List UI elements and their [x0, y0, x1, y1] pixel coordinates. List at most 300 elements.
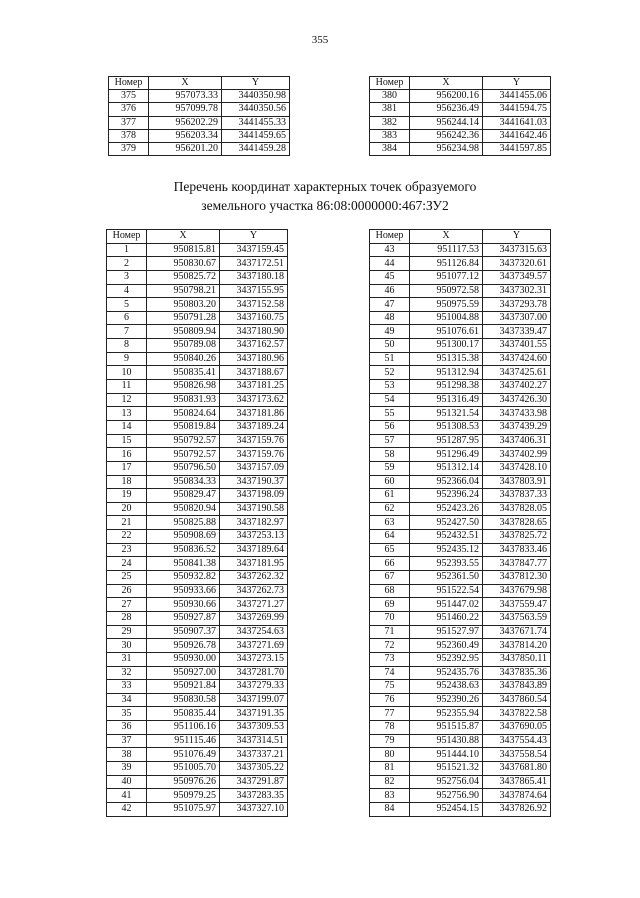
y-coordinate-cell: 3437327.10 — [220, 802, 288, 816]
x-coordinate-cell: 950930.66 — [147, 598, 220, 612]
x-coordinate-cell: 951312.14 — [410, 461, 483, 475]
x-coordinate-cell: 950830.58 — [147, 693, 220, 707]
x-coordinate-cell: 952360.49 — [410, 639, 483, 653]
point-number-cell: 83 — [370, 789, 410, 803]
y-coordinate-cell: 3440350.98 — [222, 90, 290, 103]
x-coordinate-cell: 951521.32 — [410, 761, 483, 775]
x-coordinate-cell: 950819.84 — [147, 420, 220, 434]
x-coordinate-cell: 950976.26 — [147, 775, 220, 789]
table-row — [370, 103, 551, 116]
y-coordinate-cell: 3437828.05 — [483, 502, 551, 516]
table-row — [107, 516, 288, 530]
table-row — [370, 693, 551, 707]
point-number-cell: 20 — [107, 502, 147, 516]
y-coordinate-cell: 3437406.31 — [483, 434, 551, 448]
x-coordinate-cell: 950803.20 — [147, 298, 220, 312]
point-number-cell: 39 — [107, 761, 147, 775]
y-coordinate-cell: 3437554.43 — [483, 734, 551, 748]
point-number-cell: 384 — [370, 142, 410, 155]
x-coordinate-cell: 950831.93 — [147, 393, 220, 407]
y-coordinate-cell: 3441459.28 — [222, 142, 290, 155]
y-coordinate-cell: 3441641.03 — [483, 116, 551, 129]
y-coordinate-cell: 3437401.55 — [483, 339, 551, 353]
table-row — [107, 243, 288, 257]
x-coordinate-cell: 950789.08 — [147, 339, 220, 353]
y-coordinate-cell: 3437162.57 — [220, 339, 288, 353]
x-coordinate-cell: 950796.50 — [147, 461, 220, 475]
point-number-cell: 4 — [107, 284, 147, 298]
x-coordinate-cell: 952396.24 — [410, 489, 483, 503]
x-coordinate-cell: 951308.53 — [410, 420, 483, 434]
point-number-cell: 82 — [370, 775, 410, 789]
table-row — [107, 598, 288, 612]
point-number-cell: 58 — [370, 448, 410, 462]
y-coordinate-cell: 3437271.69 — [220, 639, 288, 653]
y-coordinate-cell: 3437189.24 — [220, 420, 288, 434]
x-coordinate-cell: 950826.98 — [147, 380, 220, 394]
x-coordinate-cell: 950830.67 — [147, 257, 220, 271]
point-number-cell: 79 — [370, 734, 410, 748]
y-coordinate-cell: 3437349.57 — [483, 270, 551, 284]
x-coordinate-cell: 950835.41 — [147, 366, 220, 380]
y-coordinate-cell: 3437152.58 — [220, 298, 288, 312]
table-row — [370, 243, 551, 257]
point-number-cell: 50 — [370, 339, 410, 353]
point-number-cell: 11 — [107, 380, 147, 394]
point-number-cell: 53 — [370, 380, 410, 394]
x-coordinate-cell: 950927.87 — [147, 611, 220, 625]
point-number-cell: 57 — [370, 434, 410, 448]
x-coordinate-cell: 950798.21 — [147, 284, 220, 298]
table-header-row — [107, 230, 288, 244]
x-coordinate-cell: 950921.84 — [147, 680, 220, 694]
y-coordinate-cell: 3437402.27 — [483, 380, 551, 394]
y-coordinate-cell: 3437182.97 — [220, 516, 288, 530]
point-number-cell: 27 — [107, 598, 147, 612]
point-number-cell: 42 — [107, 802, 147, 816]
x-coordinate-cell: 951296.49 — [410, 448, 483, 462]
header-number: Номер — [370, 77, 410, 90]
x-coordinate-cell: 951076.49 — [147, 748, 220, 762]
table-row — [107, 680, 288, 694]
point-number-cell: 14 — [107, 420, 147, 434]
coordinates-table-main-left — [106, 229, 288, 817]
table-row — [370, 420, 551, 434]
heading-line-1: Перечень координат характерных точек образуемого — [173, 179, 477, 194]
table-row — [370, 407, 551, 421]
point-number-cell: 80 — [370, 748, 410, 762]
y-coordinate-cell: 3437283.35 — [220, 789, 288, 803]
y-coordinate-cell: 3437837.33 — [483, 489, 551, 503]
point-number-cell: 380 — [370, 90, 410, 103]
table-row — [107, 775, 288, 789]
table-row — [370, 90, 551, 103]
table-row — [107, 530, 288, 544]
x-coordinate-cell: 952454.15 — [410, 802, 483, 816]
y-coordinate-cell: 3437803.91 — [483, 475, 551, 489]
point-number-cell: 71 — [370, 625, 410, 639]
point-number-cell: 3 — [107, 270, 147, 284]
point-number-cell: 73 — [370, 652, 410, 666]
y-coordinate-cell: 3437160.75 — [220, 311, 288, 325]
point-number-cell: 378 — [109, 129, 149, 142]
point-number-cell: 25 — [107, 571, 147, 585]
table-row — [370, 666, 551, 680]
x-coordinate-cell: 951444.10 — [410, 748, 483, 762]
table-row — [107, 284, 288, 298]
table-row — [107, 666, 288, 680]
x-coordinate-cell: 951106.16 — [147, 721, 220, 735]
table-row — [107, 434, 288, 448]
y-coordinate-cell: 3437307.00 — [483, 311, 551, 325]
table-row — [370, 489, 551, 503]
table-row — [370, 339, 551, 353]
table-row — [107, 625, 288, 639]
header-x: X — [410, 230, 483, 244]
y-coordinate-cell: 3437181.86 — [220, 407, 288, 421]
x-coordinate-cell: 950933.66 — [147, 584, 220, 598]
y-coordinate-cell: 3437850.11 — [483, 652, 551, 666]
y-coordinate-cell: 3437828.65 — [483, 516, 551, 530]
point-number-cell: 67 — [370, 571, 410, 585]
point-number-cell: 21 — [107, 516, 147, 530]
x-coordinate-cell: 951447.02 — [410, 598, 483, 612]
x-coordinate-cell: 952432.51 — [410, 530, 483, 544]
table-row — [107, 571, 288, 585]
y-coordinate-cell: 3437559.47 — [483, 598, 551, 612]
point-number-cell: 7 — [107, 325, 147, 339]
point-number-cell: 32 — [107, 666, 147, 680]
x-coordinate-cell: 950907.37 — [147, 625, 220, 639]
point-number-cell: 63 — [370, 516, 410, 530]
table-row — [370, 748, 551, 762]
table-row — [370, 598, 551, 612]
point-number-cell: 52 — [370, 366, 410, 380]
table-row — [370, 802, 551, 816]
header-number: Номер — [107, 230, 147, 244]
point-number-cell: 377 — [109, 116, 149, 129]
point-number-cell: 59 — [370, 461, 410, 475]
point-number-cell: 30 — [107, 639, 147, 653]
x-coordinate-cell: 950825.88 — [147, 516, 220, 530]
x-coordinate-cell: 951430.88 — [410, 734, 483, 748]
x-coordinate-cell: 950824.64 — [147, 407, 220, 421]
table-row — [107, 761, 288, 775]
point-number-cell: 382 — [370, 116, 410, 129]
y-coordinate-cell: 3437181.25 — [220, 380, 288, 394]
y-coordinate-cell: 3437814.20 — [483, 639, 551, 653]
y-coordinate-cell: 3437843.89 — [483, 680, 551, 694]
y-coordinate-cell: 3437198.09 — [220, 489, 288, 503]
y-coordinate-cell: 3437173.62 — [220, 393, 288, 407]
point-number-cell: 65 — [370, 543, 410, 557]
table-row — [107, 352, 288, 366]
point-number-cell: 28 — [107, 611, 147, 625]
x-coordinate-cell: 956236.49 — [410, 103, 483, 116]
y-coordinate-cell: 3437339.47 — [483, 325, 551, 339]
table-row — [107, 584, 288, 598]
point-number-cell: 78 — [370, 721, 410, 735]
x-coordinate-cell: 951004.88 — [410, 311, 483, 325]
table-row — [107, 707, 288, 721]
y-coordinate-cell: 3437281.70 — [220, 666, 288, 680]
x-coordinate-cell: 951522.54 — [410, 584, 483, 598]
y-coordinate-cell: 3437822.58 — [483, 707, 551, 721]
y-coordinate-cell: 3441455.33 — [222, 116, 290, 129]
table-row — [370, 325, 551, 339]
table-row — [107, 407, 288, 421]
table-row — [370, 721, 551, 735]
table-row — [107, 502, 288, 516]
table-row — [107, 557, 288, 571]
point-number-cell: 36 — [107, 721, 147, 735]
table-row — [107, 298, 288, 312]
table-row — [370, 761, 551, 775]
x-coordinate-cell: 951300.17 — [410, 339, 483, 353]
table-row — [107, 489, 288, 503]
table-row — [370, 284, 551, 298]
y-coordinate-cell: 3437191.35 — [220, 707, 288, 721]
x-coordinate-cell: 950820.94 — [147, 502, 220, 516]
x-coordinate-cell: 952435.12 — [410, 543, 483, 557]
table-row — [370, 116, 551, 129]
point-number-cell: 40 — [107, 775, 147, 789]
point-number-cell: 19 — [107, 489, 147, 503]
y-coordinate-cell: 3437681.80 — [483, 761, 551, 775]
point-number-cell: 54 — [370, 393, 410, 407]
x-coordinate-cell: 951321.54 — [410, 407, 483, 421]
x-coordinate-cell: 956234.98 — [410, 142, 483, 155]
y-coordinate-cell: 3437159.76 — [220, 434, 288, 448]
x-coordinate-cell: 952390.26 — [410, 693, 483, 707]
point-number-cell: 16 — [107, 448, 147, 462]
table-row — [370, 530, 551, 544]
x-coordinate-cell: 951527.97 — [410, 625, 483, 639]
table-row — [107, 543, 288, 557]
heading-line-2: земельного участка 86:08:0000000:467:ЗУ2 — [201, 198, 449, 213]
y-coordinate-cell: 3437279.33 — [220, 680, 288, 694]
y-coordinate-cell: 3437309.53 — [220, 721, 288, 735]
y-coordinate-cell: 3437180.18 — [220, 270, 288, 284]
point-number-cell: 56 — [370, 420, 410, 434]
y-coordinate-cell: 3441597.85 — [483, 142, 551, 155]
x-coordinate-cell: 951076.61 — [410, 325, 483, 339]
y-coordinate-cell: 3437320.61 — [483, 257, 551, 271]
point-number-cell: 34 — [107, 693, 147, 707]
point-number-cell: 379 — [109, 142, 149, 155]
table-row — [107, 734, 288, 748]
y-coordinate-cell: 3437690.05 — [483, 721, 551, 735]
point-number-cell: 26 — [107, 584, 147, 598]
point-number-cell: 74 — [370, 666, 410, 680]
y-coordinate-cell: 3437305.22 — [220, 761, 288, 775]
x-coordinate-cell: 950835.44 — [147, 707, 220, 721]
x-coordinate-cell: 951126.84 — [410, 257, 483, 271]
point-number-cell: 15 — [107, 434, 147, 448]
table-row — [370, 543, 551, 557]
table-row — [370, 311, 551, 325]
table-row — [107, 270, 288, 284]
header-number: Номер — [370, 230, 410, 244]
table-row — [107, 393, 288, 407]
header-y: Y — [220, 230, 288, 244]
x-coordinate-cell: 951075.97 — [147, 802, 220, 816]
table-row — [107, 380, 288, 394]
table-row — [107, 652, 288, 666]
point-number-cell: 66 — [370, 557, 410, 571]
header-x: X — [147, 230, 220, 244]
y-coordinate-cell: 3437812.30 — [483, 571, 551, 585]
point-number-cell: 24 — [107, 557, 147, 571]
y-coordinate-cell: 3437835.36 — [483, 666, 551, 680]
x-coordinate-cell: 952756.90 — [410, 789, 483, 803]
point-number-cell: 13 — [107, 407, 147, 421]
point-number-cell: 38 — [107, 748, 147, 762]
y-coordinate-cell: 3437847.77 — [483, 557, 551, 571]
table-row — [370, 680, 551, 694]
x-coordinate-cell: 950792.57 — [147, 448, 220, 462]
y-coordinate-cell: 3437865.41 — [483, 775, 551, 789]
y-coordinate-cell: 3437180.90 — [220, 325, 288, 339]
point-number-cell: 17 — [107, 461, 147, 475]
x-coordinate-cell: 950932.82 — [147, 571, 220, 585]
table-row — [107, 802, 288, 816]
y-coordinate-cell: 3437271.27 — [220, 598, 288, 612]
x-coordinate-cell: 951298.38 — [410, 380, 483, 394]
y-coordinate-cell: 3437825.72 — [483, 530, 551, 544]
point-number-cell: 45 — [370, 270, 410, 284]
table-row — [370, 129, 551, 142]
point-number-cell: 43 — [370, 243, 410, 257]
header-number: Номер — [109, 77, 149, 90]
table-row — [370, 707, 551, 721]
table-row — [370, 516, 551, 530]
x-coordinate-cell: 952756.04 — [410, 775, 483, 789]
point-number-cell: 60 — [370, 475, 410, 489]
y-coordinate-cell: 3437426.30 — [483, 393, 551, 407]
x-coordinate-cell: 950809.94 — [147, 325, 220, 339]
y-coordinate-cell: 3437190.37 — [220, 475, 288, 489]
x-coordinate-cell: 956242.36 — [410, 129, 483, 142]
y-coordinate-cell: 3440350.56 — [222, 103, 290, 116]
y-coordinate-cell: 3437262.32 — [220, 571, 288, 585]
table-row — [370, 502, 551, 516]
point-number-cell: 2 — [107, 257, 147, 271]
y-coordinate-cell: 3437157.09 — [220, 461, 288, 475]
header-x: X — [149, 77, 222, 90]
x-coordinate-cell: 950908.69 — [147, 530, 220, 544]
point-number-cell: 5 — [107, 298, 147, 312]
point-number-cell: 68 — [370, 584, 410, 598]
y-coordinate-cell: 3437428.10 — [483, 461, 551, 475]
point-number-cell: 61 — [370, 489, 410, 503]
x-coordinate-cell: 950791.28 — [147, 311, 220, 325]
table-row — [370, 625, 551, 639]
table-row — [370, 393, 551, 407]
x-coordinate-cell: 951077.12 — [410, 270, 483, 284]
table-header-row — [370, 230, 551, 244]
point-number-cell: 49 — [370, 325, 410, 339]
x-coordinate-cell: 951117.53 — [410, 243, 483, 257]
table-row — [107, 339, 288, 353]
table-row — [107, 461, 288, 475]
x-coordinate-cell: 950792.57 — [147, 434, 220, 448]
x-coordinate-cell: 956201.20 — [149, 142, 222, 155]
x-coordinate-cell: 950975.59 — [410, 298, 483, 312]
x-coordinate-cell: 951005.70 — [147, 761, 220, 775]
y-coordinate-cell: 3437159.45 — [220, 243, 288, 257]
table-row — [370, 461, 551, 475]
point-number-cell: 383 — [370, 129, 410, 142]
table-row — [370, 639, 551, 653]
x-coordinate-cell: 951460.22 — [410, 611, 483, 625]
header-x: X — [410, 77, 483, 90]
y-coordinate-cell: 3437563.59 — [483, 611, 551, 625]
point-number-cell: 9 — [107, 352, 147, 366]
x-coordinate-cell: 950836.52 — [147, 543, 220, 557]
y-coordinate-cell: 3437860.54 — [483, 693, 551, 707]
point-number-cell: 48 — [370, 311, 410, 325]
x-coordinate-cell: 952355.94 — [410, 707, 483, 721]
y-coordinate-cell: 3437424.60 — [483, 352, 551, 366]
y-coordinate-cell: 3437671.74 — [483, 625, 551, 639]
x-coordinate-cell: 950841.38 — [147, 557, 220, 571]
x-coordinate-cell: 952423.26 — [410, 502, 483, 516]
y-coordinate-cell: 3437439.29 — [483, 420, 551, 434]
x-coordinate-cell: 950972.58 — [410, 284, 483, 298]
x-coordinate-cell: 950927.00 — [147, 666, 220, 680]
y-coordinate-cell: 3441594.75 — [483, 103, 551, 116]
x-coordinate-cell: 952393.55 — [410, 557, 483, 571]
point-number-cell: 70 — [370, 611, 410, 625]
x-coordinate-cell: 951312.94 — [410, 366, 483, 380]
point-number-cell: 376 — [109, 103, 149, 116]
x-coordinate-cell: 950930.00 — [147, 652, 220, 666]
table-row — [370, 475, 551, 489]
point-number-cell: 35 — [107, 707, 147, 721]
x-coordinate-cell: 956244.14 — [410, 116, 483, 129]
y-coordinate-cell: 3437315.63 — [483, 243, 551, 257]
point-number-cell: 75 — [370, 680, 410, 694]
table-row — [370, 557, 551, 571]
y-coordinate-cell: 3437181.95 — [220, 557, 288, 571]
y-coordinate-cell: 3437833.46 — [483, 543, 551, 557]
table-row — [109, 129, 290, 142]
y-coordinate-cell: 3437159.76 — [220, 448, 288, 462]
x-coordinate-cell: 951316.49 — [410, 393, 483, 407]
point-number-cell: 6 — [107, 311, 147, 325]
point-number-cell: 51 — [370, 352, 410, 366]
y-coordinate-cell: 3437190.58 — [220, 502, 288, 516]
x-coordinate-cell: 950815.81 — [147, 243, 220, 257]
y-coordinate-cell: 3437254.63 — [220, 625, 288, 639]
point-number-cell: 381 — [370, 103, 410, 116]
table-row — [370, 434, 551, 448]
table-row — [109, 142, 290, 155]
point-number-cell: 77 — [370, 707, 410, 721]
x-coordinate-cell: 950834.33 — [147, 475, 220, 489]
table-row — [370, 652, 551, 666]
table-row — [370, 298, 551, 312]
x-coordinate-cell: 952438.63 — [410, 680, 483, 694]
header-y: Y — [483, 77, 551, 90]
table-row — [370, 352, 551, 366]
point-number-cell: 62 — [370, 502, 410, 516]
y-coordinate-cell: 3437262.73 — [220, 584, 288, 598]
y-coordinate-cell: 3437314.51 — [220, 734, 288, 748]
x-coordinate-cell: 951315.38 — [410, 352, 483, 366]
table-row — [109, 116, 290, 129]
